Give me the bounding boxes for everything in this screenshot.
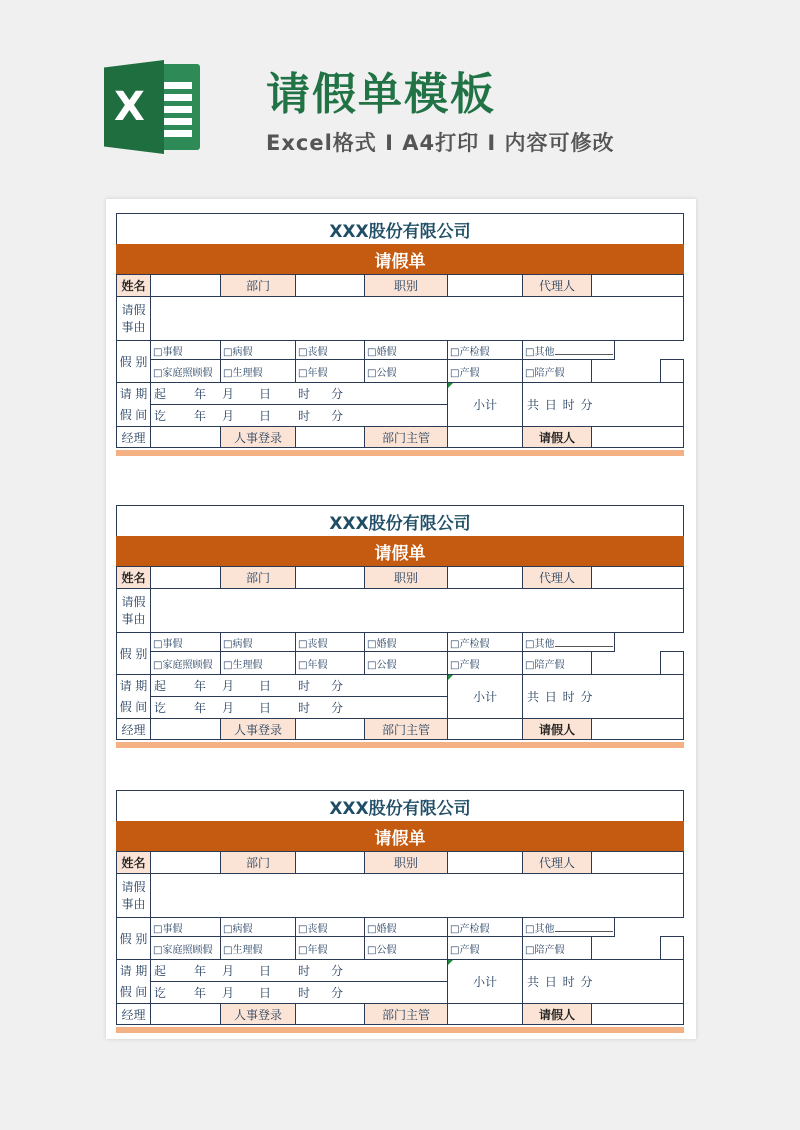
other-type-line (555, 923, 613, 932)
reason-label: 请假事由 (116, 296, 151, 341)
leave-type-label: □婚假 (367, 638, 397, 650)
total-duration-field[interactable]: 共 日 时 分 (522, 382, 684, 427)
leave-type-label: □事假 (153, 346, 183, 358)
leave-type-checkbox[interactable] (364, 936, 448, 960)
leave-type-checkbox[interactable] (447, 651, 523, 675)
supervisor-label: 部门主管 (364, 1003, 448, 1025)
leave-type-label: □丧假 (298, 346, 328, 358)
dt-year: 年 (194, 387, 207, 401)
period-label-2: 期间 (135, 678, 148, 714)
dept-label: 部门 (220, 566, 296, 589)
period-label (116, 674, 151, 719)
blank-cell (660, 936, 684, 960)
agent-label: 代理人 (522, 274, 592, 297)
position-label: 职别 (364, 851, 448, 874)
leave-type-label: □产检假 (450, 346, 490, 358)
applicant-label: 请假人 (522, 1003, 592, 1025)
dt-day: 日 (259, 409, 272, 423)
leave-type-checkbox[interactable] (447, 340, 523, 360)
form-title: 请假单 (116, 821, 684, 852)
dt-hour: 时 (298, 409, 311, 423)
dept-label: 部门 (220, 851, 296, 874)
form-title: 请假单 (116, 244, 684, 275)
leave-form (116, 505, 684, 749)
leave-type-checkbox[interactable] (220, 340, 296, 360)
leave-type-label: □陪产假 (525, 944, 565, 956)
hr-sign-field[interactable] (295, 426, 365, 448)
supervisor-sign-field[interactable] (447, 1003, 523, 1025)
reason-field[interactable] (150, 296, 684, 341)
position-label: 职别 (364, 566, 448, 589)
form-bottom-bar (116, 742, 684, 748)
dt-day: 日 (259, 701, 272, 715)
hr-label: 人事登录 (220, 718, 296, 740)
leave-type-checkbox[interactable] (220, 936, 296, 960)
leave-type-checkbox[interactable] (364, 651, 448, 675)
leave-type-checkbox[interactable] (522, 936, 592, 960)
leave-type-checkbox[interactable] (522, 340, 615, 360)
name-label: 姓名 (116, 566, 151, 589)
from-datetime-field[interactable] (150, 382, 448, 405)
leave-type-checkbox[interactable] (447, 632, 523, 652)
dt-year: 年 (194, 986, 207, 1000)
leave-type-label: □病假 (223, 346, 253, 358)
leave-type-checkbox[interactable] (447, 936, 523, 960)
company-name: XXX股份有限公司 (116, 790, 684, 822)
leave-form (116, 790, 684, 1034)
position-label: 职别 (364, 274, 448, 297)
leave-type-label: □事假 (153, 638, 183, 650)
applicant-label: 请假人 (522, 426, 592, 448)
leave-type-label: □生理假 (223, 367, 263, 379)
leave-type-label: □公假 (367, 659, 397, 671)
leave-type-label: □公假 (367, 367, 397, 379)
manager-sign-field[interactable] (150, 718, 221, 740)
agent-label: 代理人 (522, 851, 592, 874)
leave-type-label: □产检假 (450, 638, 490, 650)
total-duration-field[interactable]: 共 日 时 分 (522, 674, 684, 719)
dt-hour: 时 (298, 387, 311, 401)
dt-month: 月 (222, 986, 235, 1000)
leave-type-label: □其他 (525, 638, 555, 650)
leave-type-checkbox[interactable] (447, 359, 523, 383)
to-datetime-field[interactable] (150, 404, 448, 427)
leave-type-checkbox[interactable] (150, 651, 221, 675)
page-title: 请假单模板 (266, 69, 496, 120)
leave-type-label: □婚假 (367, 346, 397, 358)
supervisor-sign-field[interactable] (447, 426, 523, 448)
leave-type-label: □丧假 (298, 923, 328, 935)
period-label-1: 请假 (119, 963, 132, 999)
form-bottom-bar (116, 1027, 684, 1033)
dt-day: 日 (259, 679, 272, 693)
dt-month: 月 (222, 409, 235, 423)
subtotal-label: 小计 (447, 674, 523, 719)
supervisor-sign-field[interactable] (447, 718, 523, 740)
leave-type-checkbox[interactable] (150, 359, 221, 383)
leave-type-label: □陪产假 (525, 367, 565, 379)
leave-type-label: □病假 (223, 638, 253, 650)
manager-label: 经理 (116, 426, 151, 448)
leave-type-label: □其他 (525, 923, 555, 935)
leave-type-checkbox[interactable] (522, 359, 592, 383)
leave-type-label: □婚假 (367, 923, 397, 935)
leave-type-checkbox[interactable] (220, 651, 296, 675)
form-bottom-bar (116, 450, 684, 456)
blank-cell (660, 651, 684, 675)
to-datetime-field[interactable] (150, 981, 448, 1004)
dt-day: 日 (259, 986, 272, 1000)
reason-label: 请假事由 (116, 588, 151, 633)
manager-sign-field[interactable] (150, 426, 221, 448)
applicant-sign-field[interactable] (591, 1003, 684, 1025)
applicant-sign-field[interactable] (591, 426, 684, 448)
to-datetime-field[interactable] (150, 696, 448, 719)
leave-type-label: □事假 (153, 923, 183, 935)
leave-type-label: □年假 (298, 659, 328, 671)
reason-field[interactable] (150, 588, 684, 633)
from-prefix: 起 (154, 679, 167, 693)
leave-type-checkbox[interactable] (150, 917, 221, 937)
period-label (116, 959, 151, 1004)
type-label: 假 别 (116, 917, 151, 960)
form-title: 请假单 (116, 536, 684, 567)
leave-type-label: □家庭照顾假 (153, 944, 213, 956)
total-duration-field[interactable]: 共 日 时 分 (522, 959, 684, 1004)
agent-field[interactable] (591, 274, 684, 297)
leave-type-label: □产假 (450, 367, 480, 379)
other-type-line (555, 346, 613, 355)
page-subtitle: Excel格式 I A4打印 I 内容可修改 (266, 131, 615, 155)
leave-type-label: □丧假 (298, 638, 328, 650)
dt-day: 日 (259, 964, 272, 978)
reason-label: 请假事由 (116, 873, 151, 918)
dept-label: 部门 (220, 274, 296, 297)
position-field[interactable] (447, 851, 523, 874)
leave-type-checkbox[interactable] (150, 340, 221, 360)
dt-year: 年 (194, 964, 207, 978)
leave-type-label: □产假 (450, 659, 480, 671)
applicant-sign-field[interactable] (591, 718, 684, 740)
manager-label: 经理 (116, 718, 151, 740)
hr-label: 人事登录 (220, 1003, 296, 1025)
position-field[interactable] (447, 274, 523, 297)
period-label-2: 期间 (135, 963, 148, 999)
leave-type-checkbox[interactable] (295, 340, 365, 360)
period-label-2: 期间 (135, 386, 148, 422)
hr-sign-field[interactable] (295, 718, 365, 740)
other-type-line (555, 638, 613, 647)
leave-type-label: □产假 (450, 944, 480, 956)
dt-year: 年 (194, 679, 207, 693)
agent-field[interactable] (591, 566, 684, 589)
leave-type-label: □家庭照顾假 (153, 367, 213, 379)
type-label: 假 别 (116, 632, 151, 675)
dt-minute: 分 (331, 701, 344, 715)
leave-type-checkbox[interactable] (364, 359, 448, 383)
leave-type-label: □年假 (298, 367, 328, 379)
dt-minute: 分 (331, 679, 344, 693)
cell-comment-mark (448, 960, 453, 965)
to-prefix: 讫 (154, 701, 167, 715)
position-field[interactable] (447, 566, 523, 589)
dt-minute: 分 (331, 964, 344, 978)
leave-type-checkbox[interactable] (522, 651, 592, 675)
dt-month: 月 (222, 387, 235, 401)
company-name: XXX股份有限公司 (116, 213, 684, 245)
dept-field[interactable] (295, 566, 365, 589)
name-field[interactable] (150, 274, 221, 297)
from-datetime-field[interactable] (150, 674, 448, 697)
leave-type-checkbox[interactable] (522, 632, 615, 652)
excel-icon: X (104, 60, 204, 154)
period-label-1: 请假 (119, 678, 132, 714)
leave-type-checkbox[interactable] (295, 651, 365, 675)
leave-type-checkbox[interactable] (295, 917, 365, 937)
leave-type-label: □其他 (525, 346, 555, 358)
period-label (116, 382, 151, 427)
dt-day: 日 (259, 387, 272, 401)
name-label: 姓名 (116, 274, 151, 297)
dt-month: 月 (222, 679, 235, 693)
dt-year: 年 (194, 701, 207, 715)
name-field[interactable] (150, 851, 221, 874)
dt-month: 月 (222, 701, 235, 715)
leave-type-checkbox[interactable] (220, 917, 296, 937)
leave-type-checkbox[interactable] (150, 632, 221, 652)
dt-month: 月 (222, 964, 235, 978)
name-label: 姓名 (116, 851, 151, 874)
dept-field[interactable] (295, 274, 365, 297)
company-name: XXX股份有限公司 (116, 505, 684, 537)
leave-type-label: □产检假 (450, 923, 490, 935)
subtotal-label: 小计 (447, 959, 523, 1004)
leave-type-checkbox[interactable] (150, 936, 221, 960)
cell-comment-mark (448, 383, 453, 388)
subtotal-label: 小计 (447, 382, 523, 427)
dt-minute: 分 (331, 387, 344, 401)
leave-type-checkbox[interactable] (295, 936, 365, 960)
leave-form (116, 213, 684, 457)
from-prefix: 起 (154, 964, 167, 978)
blank-cell (660, 359, 684, 383)
name-field[interactable] (150, 566, 221, 589)
dt-hour: 时 (298, 701, 311, 715)
leave-type-label: □生理假 (223, 944, 263, 956)
leave-type-checkbox[interactable] (220, 632, 296, 652)
hr-label: 人事登录 (220, 426, 296, 448)
agent-label: 代理人 (522, 566, 592, 589)
dt-year: 年 (194, 409, 207, 423)
to-prefix: 讫 (154, 409, 167, 423)
to-prefix: 讫 (154, 986, 167, 1000)
dt-minute: 分 (331, 409, 344, 423)
leave-type-checkbox[interactable] (295, 632, 365, 652)
dt-hour: 时 (298, 986, 311, 1000)
supervisor-label: 部门主管 (364, 426, 448, 448)
leave-type-label: □家庭照顾假 (153, 659, 213, 671)
reason-field[interactable] (150, 873, 684, 918)
dt-hour: 时 (298, 679, 311, 693)
cell-comment-mark (448, 675, 453, 680)
period-label-1: 请假 (119, 386, 132, 422)
type-label: 假 别 (116, 340, 151, 383)
from-prefix: 起 (154, 387, 167, 401)
manager-sign-field[interactable] (150, 1003, 221, 1025)
leave-type-checkbox[interactable] (364, 632, 448, 652)
leave-type-checkbox[interactable] (295, 359, 365, 383)
leave-type-label: □年假 (298, 944, 328, 956)
leave-type-checkbox[interactable] (447, 917, 523, 937)
manager-label: 经理 (116, 1003, 151, 1025)
leave-type-checkbox[interactable] (220, 359, 296, 383)
dt-minute: 分 (331, 986, 344, 1000)
leave-type-checkbox[interactable] (364, 340, 448, 360)
leave-type-label: □病假 (223, 923, 253, 935)
leave-type-checkbox[interactable] (522, 917, 615, 937)
leave-type-checkbox[interactable] (364, 917, 448, 937)
hr-sign-field[interactable] (295, 1003, 365, 1025)
applicant-label: 请假人 (522, 718, 592, 740)
agent-field[interactable] (591, 851, 684, 874)
supervisor-label: 部门主管 (364, 718, 448, 740)
dt-hour: 时 (298, 964, 311, 978)
dept-field[interactable] (295, 851, 365, 874)
leave-type-label: □生理假 (223, 659, 263, 671)
leave-type-label: □陪产假 (525, 659, 565, 671)
leave-type-label: □公假 (367, 944, 397, 956)
from-datetime-field[interactable] (150, 959, 448, 982)
